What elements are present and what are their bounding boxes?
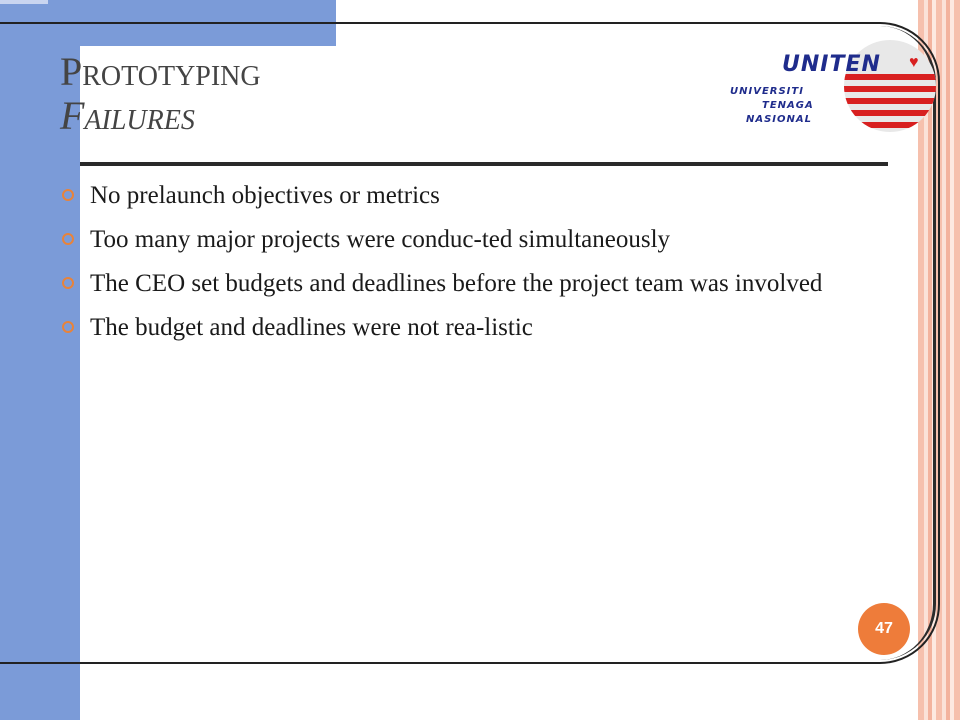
bullet-item (62, 178, 882, 214)
bullet-item (62, 266, 882, 302)
slide-title-line2: Failures (60, 93, 195, 138)
bullet-circle-icon (62, 189, 74, 201)
logo-wordmark: UNITEN (782, 52, 881, 77)
uniten-logo (726, 40, 926, 130)
logo-line-nasional: NASIONAL (746, 114, 813, 125)
logo-heart-icon: ♥ (909, 54, 919, 71)
bullet-text: The budget and deadlines were not rea-listic (90, 314, 533, 341)
bullet-text: Too many major projects were conduc-ted simultaneously (90, 226, 671, 253)
page-number-badge: 47 (858, 603, 910, 655)
logo-line-tenaga: TENAGA (762, 100, 814, 111)
top-accent-strip (0, 0, 48, 4)
bullet-text: No prelaunch objectives or metrics (90, 182, 440, 209)
slide-title-line1: Prototyping (60, 49, 261, 94)
title-underline (80, 162, 888, 166)
bullet-circle-icon (62, 321, 74, 333)
bullet-item (62, 222, 882, 258)
bullet-circle-icon (62, 277, 74, 289)
bullet-item (62, 310, 882, 346)
slide-title (60, 50, 261, 138)
logo-line-universiti: UNIVERSITI (730, 86, 804, 97)
bullet-text: The CEO set budgets and deadlines before the project team was involved (90, 270, 823, 297)
bullet-circle-icon (62, 233, 74, 245)
bullet-list (62, 178, 882, 354)
